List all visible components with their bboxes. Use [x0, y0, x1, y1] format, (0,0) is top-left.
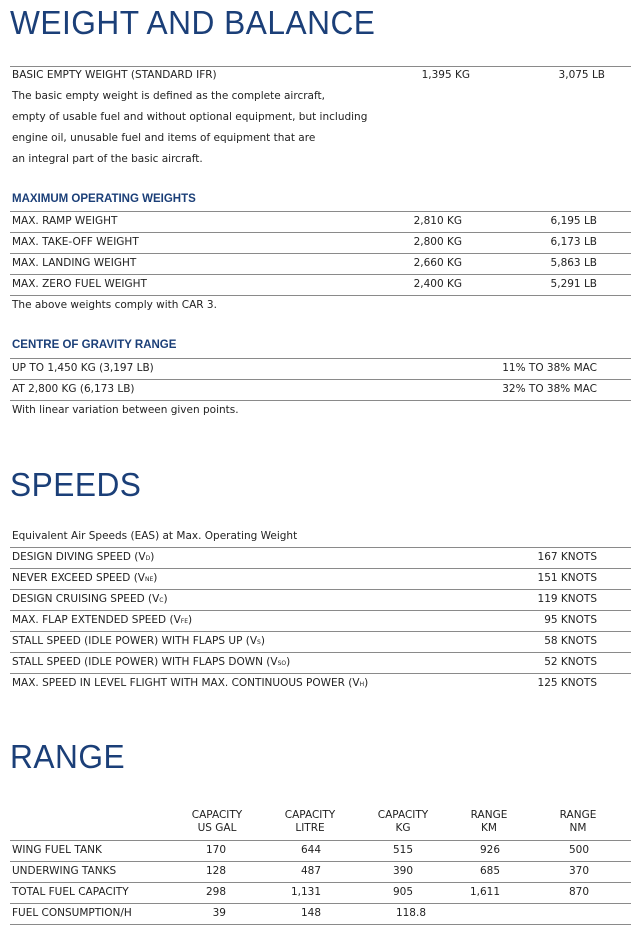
weight-row-label: MAX. LANDING WEIGHT [12, 257, 137, 269]
description-line: The basic empty weight is defined as the complete aircraft, [12, 90, 325, 102]
weight-row-lb: 6,195 LB [550, 215, 597, 227]
cg-range-heading: CENTRE OF GRAVITY RANGE [12, 339, 177, 351]
range-header: RANGE KM [470, 809, 508, 834]
basic-empty-weight-lb: 3,075 LB [558, 69, 605, 81]
range-cell: 685 [479, 865, 500, 877]
description-line: empty of usable fuel and without optional equipment, but including [12, 111, 368, 123]
divider [10, 379, 631, 380]
basic-empty-weight-kg: 1,395 KG [421, 69, 470, 81]
weights-note: The above weights comply with CAR 3. [12, 299, 217, 311]
divider [10, 903, 631, 904]
range-cell: 128 [205, 865, 226, 877]
range-cell: 170 [205, 844, 226, 856]
range-cell: 515 [392, 844, 413, 856]
range-cell: 39 [212, 907, 226, 919]
cg-row-label: UP TO 1,450 KG (3,197 LB) [12, 362, 154, 374]
divider [10, 253, 631, 254]
divider [10, 924, 631, 925]
weight-row-label: MAX. TAKE-OFF WEIGHT [12, 236, 139, 248]
speed-row-value: 95 KNOTS [544, 614, 597, 626]
cg-row-label: AT 2,800 KG (6,173 LB) [12, 383, 135, 395]
speed-row-label: NEVER EXCEED SPEED (VNE) [12, 572, 158, 584]
range-cell: 905 [392, 886, 413, 898]
speeds-title: SPEEDS [10, 466, 142, 503]
divider [10, 861, 631, 862]
divider [10, 232, 631, 233]
speed-row-label: STALL SPEED (IDLE POWER) WITH FLAPS DOWN (VSO) [12, 656, 291, 668]
cg-note: With linear variation between given points. [12, 404, 239, 416]
speed-row-value: 52 KNOTS [544, 656, 597, 668]
range-cell: 870 [568, 886, 589, 898]
description-line: an integral part of the basic aircraft. [12, 153, 203, 165]
speeds-intro: Equivalent Air Speeds (EAS) at Max. Operating Weight [12, 530, 298, 542]
speed-row-label: MAX. FLAP EXTENDED SPEED (VFE) [12, 614, 193, 626]
max-operating-weights-heading: MAXIMUM OPERATING WEIGHTS [12, 193, 196, 205]
divider [10, 589, 631, 590]
divider [10, 66, 631, 67]
weight-row-kg: 2,810 KG [413, 215, 462, 227]
speed-row-label: DESIGN DIVING SPEED (VD) [12, 551, 155, 563]
weight-row-lb: 6,173 LB [550, 236, 597, 248]
divider [10, 610, 631, 611]
range-cell: 1,131 [290, 886, 321, 898]
divider [10, 295, 631, 296]
weight-balance-title: WEIGHT AND BALANCE [10, 4, 376, 41]
range-cell: 390 [392, 865, 413, 877]
range-header: RANGE NM [559, 809, 597, 834]
weight-row-label: MAX. RAMP WEIGHT [12, 215, 118, 227]
weight-row-kg: 2,800 KG [413, 236, 462, 248]
range-cell: 926 [479, 844, 500, 856]
weight-row-lb: 5,863 LB [550, 257, 597, 269]
divider [10, 631, 631, 632]
range-header: CAPACITY LITRE [284, 809, 336, 834]
range-cell: 298 [205, 886, 226, 898]
speed-row-value: 167 KNOTS [537, 551, 597, 563]
range-header: CAPACITY KG [377, 809, 429, 834]
divider [10, 547, 631, 548]
divider [10, 673, 631, 674]
range-row-label: FUEL CONSUMPTION/H [12, 907, 132, 919]
range-cell: 1,611 [469, 886, 500, 898]
cg-row-value: 32% TO 38% MAC [502, 383, 597, 395]
weight-row-kg: 2,660 KG [413, 257, 462, 269]
divider [10, 840, 631, 841]
range-cell: 487 [300, 865, 321, 877]
range-cell: 148 [300, 907, 321, 919]
speed-row-value: 119 KNOTS [537, 593, 597, 605]
range-row-label: UNDERWING TANKS [12, 865, 117, 877]
divider [10, 211, 631, 212]
range-cell: 370 [568, 865, 589, 877]
speed-row-label: MAX. SPEED IN LEVEL FLIGHT WITH MAX. CONTINUOUS POWER (VH) [12, 677, 369, 689]
speed-row-value: 125 KNOTS [537, 677, 597, 689]
divider [10, 652, 631, 653]
speed-row-label: STALL SPEED (IDLE POWER) WITH FLAPS UP (VS) [12, 635, 265, 647]
weight-row-label: MAX. ZERO FUEL WEIGHT [12, 278, 147, 290]
range-title: RANGE [10, 738, 126, 775]
cg-row-value: 11% TO 38% MAC [502, 362, 597, 374]
range-row-label: WING FUEL TANK [12, 844, 102, 856]
divider [10, 274, 631, 275]
speed-row-value: 58 KNOTS [544, 635, 597, 647]
weight-row-lb: 5,291 LB [550, 278, 597, 290]
range-row-label: TOTAL FUEL CAPACITY [12, 886, 129, 898]
divider [10, 882, 631, 883]
range-cell: 644 [300, 844, 321, 856]
range-cell: 500 [568, 844, 589, 856]
basic-empty-weight-label: BASIC EMPTY WEIGHT (STANDARD IFR) [12, 69, 217, 81]
speed-row-value: 151 KNOTS [537, 572, 597, 584]
description-line: engine oil, unusable fuel and items of equipment that are [12, 132, 316, 144]
speed-row-label: DESIGN CRUISING SPEED (VC) [12, 593, 168, 605]
range-cell: 118.8 [395, 907, 426, 919]
divider [10, 400, 631, 401]
weight-row-kg: 2,400 KG [413, 278, 462, 290]
range-header: CAPACITY US GAL [191, 809, 243, 834]
divider [10, 358, 631, 359]
divider [10, 568, 631, 569]
